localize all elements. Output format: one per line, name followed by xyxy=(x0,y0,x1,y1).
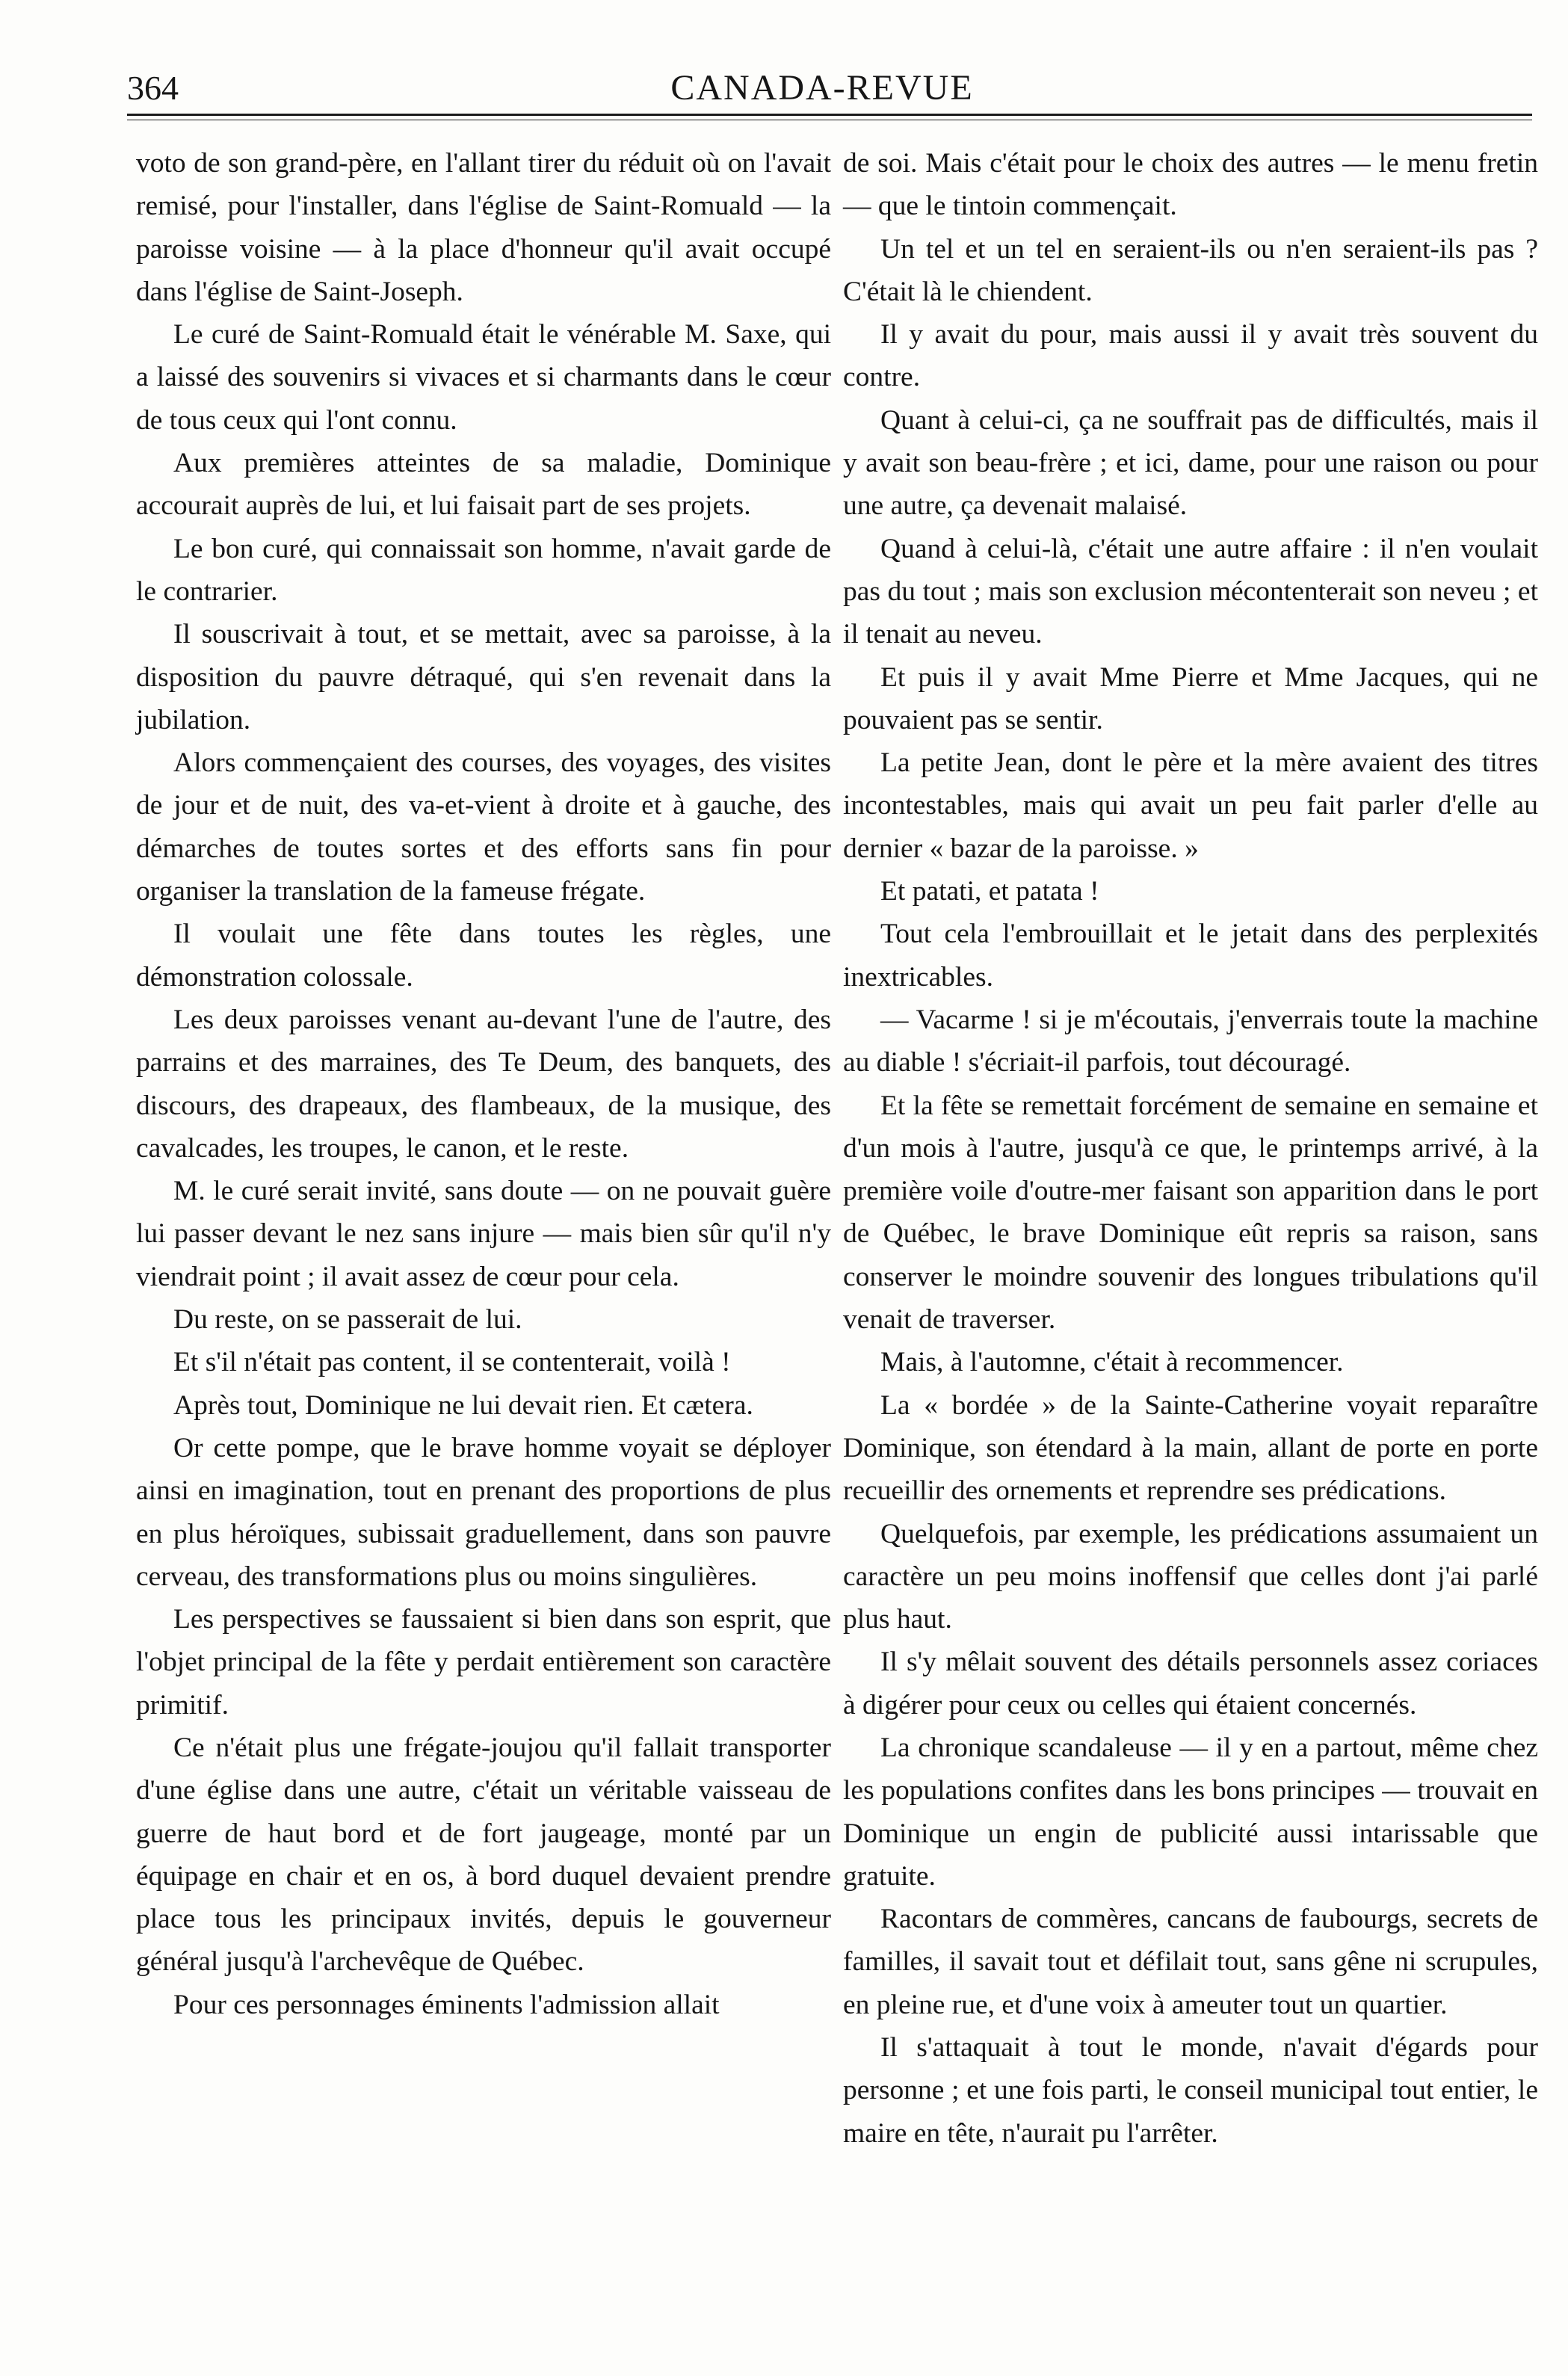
paragraph: Or cette pompe, que le brave homme voyait se déployer ainsi en imagination, tout en prenant des proportions de plus en plus héroïques, subissait graduellement, dans son pauvre cerveau, des transformations plus ou moins singulières. xyxy=(136,1432,831,1592)
paragraph: Du reste, on se passerait de lui. xyxy=(173,1304,522,1336)
paragraph: Les deux paroisses venant au-devant l'une de l'autre, des parrains et des marraines, des Te Deum, des banquets, des discours, des drapeaux, des flambeaux, de la musique, des cavalcades, les troupes, le canon, et le reste. xyxy=(136,1004,831,1164)
paragraph: Alors commençaient des courses, des voyages, des visites de jour et de nuit, des va-et-vient à droite et à gauche, des démarches de toutes sortes et des efforts sans fin pour organiser la translation de la fameuse frégate. xyxy=(136,747,831,907)
paragraph: Le bon curé, qui connaissait son homme, n'avait garde de le contrarier. xyxy=(136,533,831,607)
left-column xyxy=(136,142,831,2026)
paragraph: Pour ces personnages éminents l'admission allait xyxy=(173,1989,720,2020)
page-header xyxy=(112,66,1532,111)
page-number: 364 xyxy=(127,69,179,107)
paragraph: Et s'il n'était pas content, il se contenterait, voilà ! xyxy=(173,1347,731,1378)
paragraph: Quelquefois, par exemple, les prédications assumaient un caractère un peu moins inoffensif que celles dont j'ai parlé plus haut. xyxy=(843,1518,1538,1635)
paragraph: Il souscrivait à tout, et se mettait, avec sa paroisse, à la disposition du pauvre détraqué, qui s'en revenait dans la jubilation. xyxy=(136,619,831,735)
paragraph: La petite Jean, dont le père et la mère avaient des titres incontestables, mais qui avait un peu fait parler d'elle au dernier « bazar de la paroisse. » xyxy=(843,747,1538,864)
paragraph: Il s'y mêlait souvent des détails personnels assez coriaces à digérer pour ceux ou celles qui étaient concernés. xyxy=(843,1647,1538,1721)
paragraph: Aux premières atteintes de sa maladie, Dominique accourait auprès de lui, et lui faisait part de ses projets. xyxy=(136,448,831,522)
paragraph: Il s'attaquait à tout le monde, n'avait d'égards pour personne ; et une fois parti, le conseil municipal tout entier, le maire en tête, n'aurait pu l'arrêter. xyxy=(843,2032,1538,2149)
right-column xyxy=(843,142,1538,2155)
paragraph: — Vacarme ! si je m'écoutais, j'enverrais toute la machine au diable ! s'écriait-il parfois, tout découragé. xyxy=(843,1004,1538,1079)
paragraph: Tout cela l'embrouillait et le jetait dans des perplexités inextricables. xyxy=(843,919,1538,993)
paragraph: La « bordée » de la Sainte-Catherine voyait reparaître Dominique, son étendard à la main, allant de porte en porte recueillir des ornements et reprendre ses prédications. xyxy=(843,1389,1538,1507)
paragraph: Racontars de commères, cancans de faubourgs, secrets de familles, il savait tout et défilait tout, sans gêne ni scrupules, en pleine rue, et d'une voix à ameuter tout un quartier. xyxy=(843,1904,1538,2020)
paragraph: Ce n'était plus une frégate-joujou qu'il fallait transporter d'une église dans une autre, c'était un véritable vaisseau de guerre de haut bord et de fort jaugeage, monté par un équipage en chair et en os, à bord duquel devaient prendre place tous les principaux invités, depuis le gouverneur général jusqu'à l'archevêque de Québec. xyxy=(136,1732,831,1978)
paragraph: Et la fête se remettait forcément de semaine en semaine et d'un mois à l'autre, jusqu'à ce que, le printemps arrivé, à la première voile d'outre-mer faisant son apparition dans le port de Québec, le brave Dominique eût repris sa raison, sans conserver le moindre souvenir des longues tribulations qu'il venait de traverser. xyxy=(843,1090,1538,1336)
paragraph: Et patati, et patata ! xyxy=(880,876,1099,907)
paragraph: Mais, à l'automne, c'était à recommencer. xyxy=(880,1347,1344,1378)
paragraph: Les perspectives se faussaient si bien dans son esprit, que l'objet principal de la fête y perdait entièrement son caractère primitif. xyxy=(136,1604,831,1721)
journal-title: CANADA-REVUE xyxy=(670,68,974,108)
paragraph: Quand à celui-là, c'était une autre affaire : il n'en voulait pas du tout ; mais son exclusion mécontenterait son neveu ; et il tenait au neveu. xyxy=(843,533,1538,650)
paragraph: Quant à celui-ci, ça ne souffrait pas de difficultés, mais il y avait son beau-frère ; et ici, dame, pour une raison ou pour une autre, ça devenait malaisé. xyxy=(843,404,1538,522)
header-rule xyxy=(127,114,1532,116)
paragraph: La chronique scandaleuse — il y en a partout, même chez les populations confites dans les bons principes — trouvait en Dominique un engin de publicité aussi intarissable que gratuite. xyxy=(843,1732,1538,1892)
paragraph: Un tel et un tel en seraient-ils ou n'en seraient-ils pas ? C'était là le chiendent. xyxy=(843,233,1538,307)
paragraph: Il voulait une fête dans toutes les règles, une démonstration colossale. xyxy=(136,919,831,993)
paragraph: M. le curé serait invité, sans doute — on ne pouvait guère lui passer devant le nez sans injure — mais bien sûr qu'il n'y viendrait point ; il avait assez de cœur pour cela. xyxy=(136,1176,831,1292)
paragraph: Le curé de Saint-Romuald était le vénérable M. Saxe, qui a laissé des souvenirs si vivaces et si charmants dans le cœur de tous ceux qui l'ont connu. xyxy=(136,319,831,436)
paragraph: Après tout, Dominique ne lui devait rien. Et cætera. xyxy=(173,1389,753,1421)
paragraph: Et puis il y avait Mme Pierre et Mme Jacques, qui ne pouvaient pas se sentir. xyxy=(843,661,1538,735)
paragraph: voto de son grand-père, en l'allant tirer du réduit où on l'avait remisé, pour l'installer, dans l'église de Saint-Romuald — la paroisse voisine — à la place d'honneur qu'il avait occupé dans l'église de Saint-Joseph. xyxy=(136,148,831,307)
paragraph: Il y avait du pour, mais aussi il y avait très souvent du contre. xyxy=(843,319,1538,393)
paragraph: de soi. Mais c'était pour le choix des autres — le menu fretin — que le tintoin commençait. xyxy=(843,148,1538,222)
